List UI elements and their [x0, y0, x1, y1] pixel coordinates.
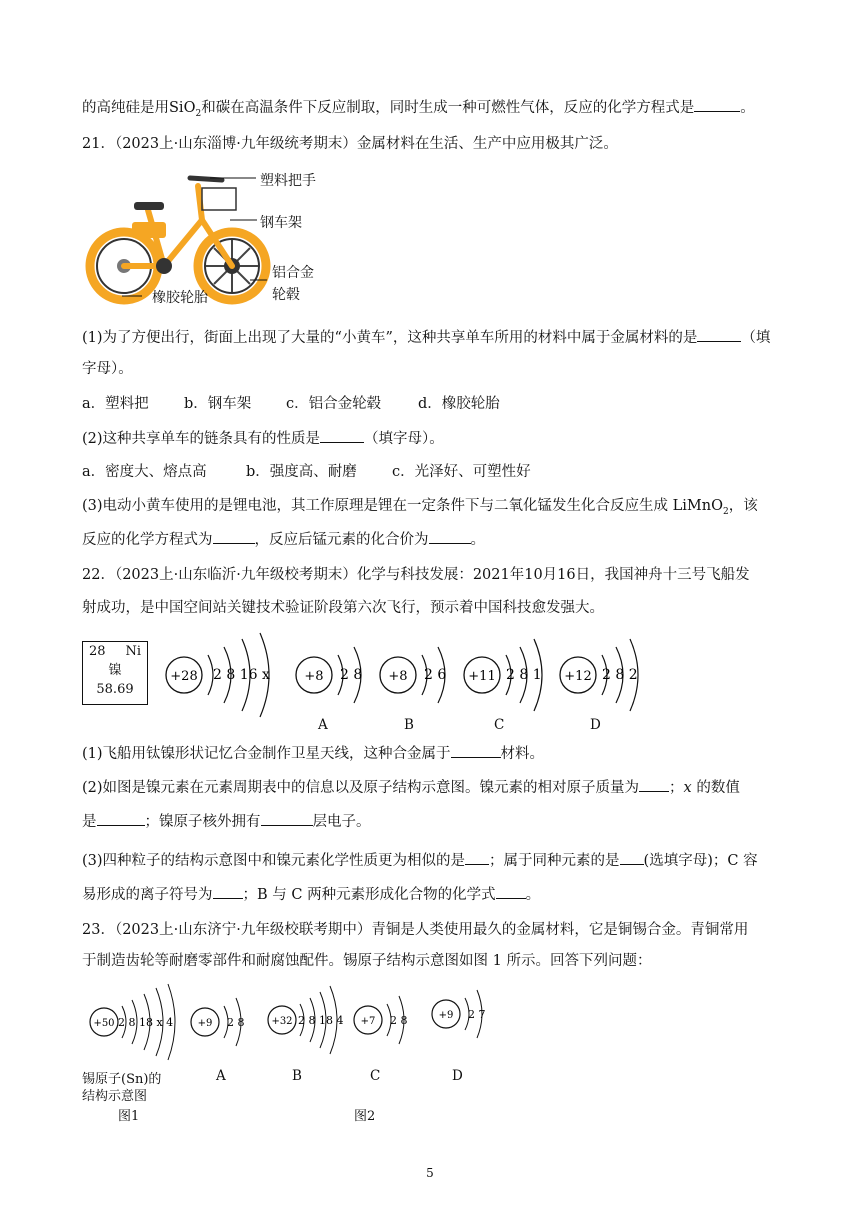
option-b: b．钢车架	[184, 396, 252, 412]
element-symbol: Ni	[125, 644, 141, 659]
element-card-nickel	[82, 641, 148, 705]
option-c: c．光泽好、可塑性好	[392, 464, 531, 480]
crank	[156, 258, 172, 274]
q21-part1: (1)为了方便出行，街面上出现了大量的“小黄车”，这种共享单车所用的材料中属于金属材料的是 （填	[82, 327, 800, 348]
figure-2-label: 图2	[354, 1109, 376, 1124]
svg-text:2 8 2: 2 8 2	[602, 667, 638, 683]
answer-blank[interactable]	[451, 743, 501, 758]
q23-particle-a-diagram	[191, 998, 245, 1046]
svg-text:2 8: 2 8	[227, 1016, 245, 1029]
svg-text:+7: +7	[360, 1016, 376, 1027]
atomic-mass: 58.69	[96, 682, 134, 697]
answer-blank[interactable]	[697, 327, 741, 342]
label-steel-frame: 钢车架	[260, 215, 302, 231]
option-a: a．密度大、熔点高	[82, 464, 207, 480]
answer-blank[interactable]	[639, 777, 669, 792]
intro-line: 的高纯硅是用SiO$_2$和碳在高温条件下反应制取，同时生成一种可燃性气体，反应的化学方程式是 。	[82, 97, 800, 124]
label-alloy-rim: 铝合金	[272, 265, 314, 281]
sn-caption-line1: 锡原子(Sn)的	[82, 1072, 162, 1087]
q23-label-b: B	[292, 1068, 302, 1084]
particle-c-diagram	[464, 639, 542, 711]
svg-text:+28: +28	[170, 669, 198, 684]
svg-text:2 8 18 4: 2 8 18 4	[298, 1014, 344, 1027]
q23-stem-cont: 于制造齿轮等耐磨零部件和耐腐蚀配件。锡原子结构示意图如图 1 所示。回答下列问题：	[82, 953, 652, 969]
particle-label-c: C	[494, 717, 505, 733]
label-rubber-tire: 橡胶轮胎	[152, 290, 208, 306]
element-name: 镍	[108, 663, 122, 678]
q23-stem: 23．（2023上·山东济宁·九年级校联考期中）青铜是人类使用最久的金属材料，它是铜锡合金。青铜常用	[82, 922, 749, 938]
q21-part2: (2)这种共享单车的链条具有的性质是 （填字母）。	[82, 428, 800, 449]
answer-blank[interactable]	[320, 428, 364, 443]
sn-atom-diagram	[90, 984, 175, 1060]
svg-text:+12: +12	[564, 669, 592, 684]
atom-diagrams-q22	[150, 625, 670, 720]
particle-d-diagram	[560, 639, 638, 711]
svg-text:2 8 1: 2 8 1	[506, 667, 542, 683]
atomic-number: 28	[89, 644, 106, 659]
svg-text:+32: +32	[271, 1016, 293, 1027]
answer-blank[interactable]	[429, 529, 471, 544]
q21-part3: (3)电动小黄车使用的是锂电池，其工作原理是锂在一定条件下与二氧化锰发生化合反应生成 LiMnO$_2$，该	[82, 498, 758, 517]
particle-label-a: A	[318, 717, 328, 733]
svg-text:+9: +9	[438, 1010, 454, 1021]
figure-1-label: 图1	[118, 1109, 140, 1124]
particle-label-b: B	[404, 717, 414, 733]
ni-atom-diagram	[166, 633, 270, 717]
answer-blank[interactable]	[213, 884, 243, 899]
q22-part2-cont: 是 ；镍原子核外拥有 层电子。	[82, 811, 800, 832]
svg-text:+11: +11	[468, 669, 496, 684]
answer-blank[interactable]	[465, 850, 489, 865]
svg-text:2 8 18 x 4: 2 8 18 x 4	[118, 1016, 174, 1029]
svg-text:+50: +50	[93, 1018, 115, 1029]
q22-part1: (1)飞船用钛镍形状记忆合金制作卫星天线，这种合金属于 材料。	[82, 743, 800, 764]
label-plastic-handle: 塑料把手	[260, 173, 316, 189]
page-number: 5	[426, 1166, 434, 1180]
basket	[202, 188, 236, 210]
option-b: b．强度高、耐磨	[246, 464, 357, 480]
svg-text:2 7: 2 7	[468, 1008, 486, 1021]
q21-part1-cont: 字母）。	[82, 361, 133, 377]
label-alloy-rim-2: 轮毂	[272, 287, 300, 303]
svg-text:+8: +8	[304, 669, 324, 684]
answer-blank[interactable]	[213, 529, 255, 544]
q22-part3: (3)四种粒子的结构示意图中和镍元素化学性质更为相似的是 ；属于同种元素的是 (选填字母)；C 容	[82, 850, 800, 871]
svg-text:+9: +9	[197, 1018, 213, 1029]
q23-particle-d-diagram	[432, 990, 486, 1038]
q23-particle-c-diagram	[354, 996, 408, 1044]
svg-text:2 8: 2 8	[340, 667, 363, 683]
answer-blank[interactable]	[620, 850, 644, 865]
q22-part2: (2)如图是镍元素在元素周期表中的信息以及原子结构示意图。镍元素的相对原子质量为 ；x 的数值	[82, 777, 800, 798]
particle-label-d: D	[590, 717, 601, 733]
q22-stem: 22．（2023上·山东临沂·九年级校考期末）化学与科技发展：2021年10月16日，我国神舟十三号飞船发	[82, 567, 750, 583]
fender	[132, 222, 166, 238]
q23-label-d: D	[452, 1068, 463, 1084]
option-c: c．铝合金轮毂	[286, 396, 382, 412]
q21-part3-cont: 反应的化学方程式为 ，反应后锰元素的化合价为 。	[82, 529, 800, 550]
answer-blank[interactable]	[694, 97, 740, 112]
q23-particle-b-diagram	[268, 986, 343, 1054]
svg-text:+8: +8	[388, 669, 408, 684]
option-a: a．塑料把	[82, 396, 149, 412]
answer-blank[interactable]	[261, 811, 313, 826]
q23-label-a: A	[216, 1068, 226, 1084]
answer-blank[interactable]	[496, 884, 526, 899]
option-d: d．橡胶轮胎	[418, 396, 500, 412]
svg-text:2 8 16 x: 2 8 16 x	[213, 667, 270, 683]
q22-stem-cont: 射成功，是中国空间站关键技术验证阶段第六次飞行，预示着中国科技愈发强大。	[82, 600, 604, 616]
particle-a-diagram	[296, 647, 362, 703]
svg-text:2 6: 2 6	[424, 667, 447, 683]
answer-blank[interactable]	[97, 811, 145, 826]
atom-diagrams-q23	[82, 980, 522, 1070]
saddle	[134, 202, 164, 210]
q23-label-c: C	[370, 1068, 381, 1084]
particle-b-diagram	[380, 647, 446, 703]
svg-text:2 8: 2 8	[390, 1014, 408, 1027]
q22-part3-cont: 易形成的离子符号为 ；B 与 C 两种元素形成化合物的化学式 。	[82, 884, 800, 905]
sn-caption-line2: 结构示意图	[82, 1089, 148, 1104]
q21-stem: 21．（2023上·山东淄博·九年级统考期末）金属材料在生活、生产中应用极其广泛。	[82, 136, 618, 152]
